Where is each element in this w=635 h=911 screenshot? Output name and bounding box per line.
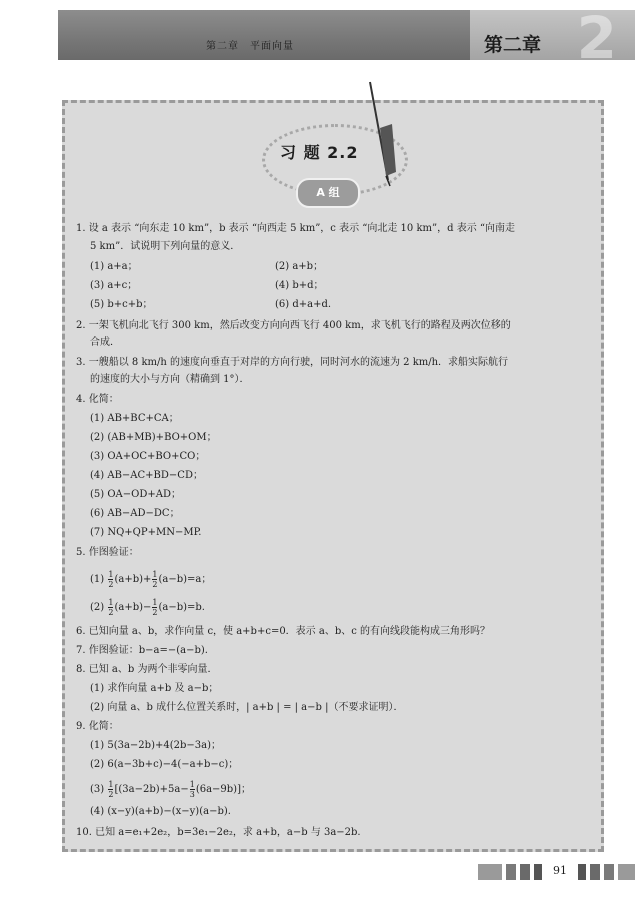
fraction: $\frac{1}{2}$: [108, 780, 114, 799]
problem-4-item: (5) OA−OD+AD；: [90, 489, 181, 500]
problem-5-item-2: (2) $\frac{1}{2}$ (a+b)− $\frac{1}{2}$ (a−b)=b.: [90, 598, 205, 617]
fraction: $\frac{1}{2}$: [108, 598, 114, 617]
problem-4-item: (3) OA+OC+BO+CO；: [90, 451, 206, 462]
chapter-number: 2: [576, 4, 617, 72]
problem-4-item: (4) AB−AC+BD−CD；: [90, 470, 203, 481]
chapter-tab: [470, 4, 635, 72]
problem-1-item: (4) b+d；: [275, 280, 324, 291]
problem-9-item: (1) 5(3a−2b)+4(2b−3a)；: [90, 740, 221, 751]
problem-3-line-2: 的速度的大小与方向（精确到 1°）．: [90, 374, 250, 385]
fraction: $\frac{1}{2}$: [108, 570, 114, 589]
problem-9-item: (4) (x−y)(a+b)−(x−y)(a−b).: [90, 806, 231, 817]
problem-8-item: (2) 向量 a、b 成什么位置关系时，| a+b | = | a−b |（不要求证明）．: [90, 702, 404, 713]
problem-9-item-3: (3) $\frac{1}{2}$ [(3a−2b)+5a− $\frac{1}{3}$ (6a−9b)]；: [90, 780, 251, 799]
problem-5-heading: 5. 作图验证：: [76, 547, 139, 558]
problem-10: 10. 已知 a=e₁+2e₂，b=3e₁−2e₂，求 a+b，a−b 与 3a−2b.: [76, 827, 361, 838]
problem-6: 6. 已知向量 a、b，求作向量 c，使 a+b+c=0．表示 a、b、c 的有向线段能构成三角形吗？: [76, 626, 491, 637]
problem-4-item: (7) NQ+QP+MN−MP.: [90, 527, 202, 538]
problem-5-item-1: (1) $\frac{1}{2}$ (a+b)+ $\frac{1}{2}$ (a−b)=a；: [90, 570, 212, 589]
problem-1-line-2: 5 km”．试说明下列向量的意义．: [90, 241, 241, 252]
problem-3-line-1: 3. 一艘船以 8 km/h 的速度向垂直于对岸的方向行驶，同时河水的流速为 2 km/h．求船实际航行: [76, 357, 509, 368]
group-badge: A 组: [296, 178, 360, 208]
problem-4-heading: 4. 化简：: [76, 394, 119, 405]
problem-8-heading: 8. 已知 a、b 为两个非零向量．: [76, 664, 218, 675]
problem-4-item: (1) AB+BC+CA；: [90, 413, 179, 424]
problem-1-item: (1) a+a；: [90, 261, 138, 272]
problem-1-item: (2) a+b；: [275, 261, 324, 272]
problem-9-heading: 9. 化简：: [76, 721, 119, 732]
problem-2-line-2: 合成．: [90, 337, 120, 348]
fraction: $\frac{1}{3}$: [189, 780, 195, 799]
problem-4-item: (2) (AB+MB)+BO+OM；: [90, 432, 217, 443]
exercise-title: 习 题 2.2: [280, 143, 359, 162]
problem-9-item: (2) 6(a−3b+c)−4(−a+b−c)；: [90, 759, 239, 770]
page-number: 91: [553, 864, 567, 877]
chapter-label: 第二章: [484, 34, 542, 56]
problem-2-line-1: 2. 一架飞机向北飞行 300 km，然后改变方向向西飞行 400 km，求飞机飞行的路程及两次位移的: [76, 320, 511, 331]
pen-icon: [362, 80, 402, 190]
fraction: $\frac{1}{2}$: [152, 598, 158, 617]
problem-1-item: (6) d+a+d.: [275, 299, 332, 310]
problem-8-item: (1) 求作向量 a+b 及 a−b；: [90, 683, 219, 694]
problem-1-item: (5) b+c+b；: [90, 299, 153, 310]
problem-1-item: (3) a+c；: [90, 280, 138, 291]
problem-4-item: (6) AB−AD−DC；: [90, 508, 180, 519]
problem-7: 7. 作图验证：b−a=−(a−b).: [76, 645, 208, 656]
header-caption: 第二章 平面向量: [206, 41, 294, 52]
problem-1-line-1: 1. 设 a 表示 “向东走 10 km”，b 表示 “向西走 5 km”，c 表示 “向北走 10 km”，d 表示 “向南走: [76, 223, 515, 234]
fraction: $\frac{1}{2}$: [152, 570, 158, 589]
